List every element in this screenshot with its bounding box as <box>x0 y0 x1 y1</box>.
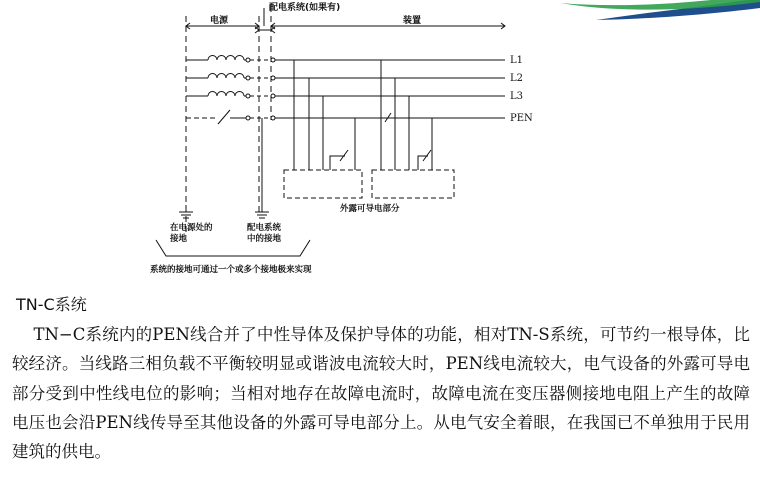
label-conductor-l3: L3 <box>510 91 524 102</box>
distribution-earth-symbol <box>255 118 269 218</box>
label-dist-earth-1: 配电系统 <box>247 223 282 233</box>
label-exposed-parts: 外露可导电部分 <box>340 204 400 214</box>
equipment-2-enclosure <box>372 170 454 198</box>
diagram-caption: 系统的接地可通过一个或多个接地极来实现 <box>150 265 312 275</box>
equipment-1-connections <box>294 60 355 170</box>
label-source-earth-2: 接地 <box>170 234 188 244</box>
terminal-links <box>250 60 271 118</box>
section-body-text: TN−C系统内的PEN线合并了中性导体及保护导体的功能，相对TN-S系统，可节约一根导体，比较经济。当线路三相负载不平衡较明显或谐波电流较大时，PEN线电流较大，电气设备的外露可导电部分受到中性线电位的影响；当相对地存在故障电流时，故障电流在变压器侧接地电阻上产生的故障电压也会沿PEN线传导至其他设备的外露可导电部分上。从电气安全着眼，在我国已不单独用于民用建筑的供电。 <box>12 325 750 462</box>
label-conductor-l2: L2 <box>510 73 524 84</box>
section-title: TN-C系统 <box>16 295 87 314</box>
label-distribution-system: 配电系统(如果有) <box>269 3 341 13</box>
equipment-2-connections <box>381 60 432 170</box>
corner-swoosh-decoration <box>560 0 760 20</box>
label-conductor-l1: L1 <box>510 55 524 66</box>
label-source: 电源 <box>210 16 229 26</box>
label-installation: 装置 <box>403 16 422 26</box>
source-windings <box>186 56 246 125</box>
equipment-1-enclosure <box>284 170 362 198</box>
label-dist-earth-2: 中的接地 <box>247 234 282 244</box>
label-source-earth-1: 在电源处的 <box>170 223 213 233</box>
label-conductor-pen: PEN <box>510 113 533 124</box>
